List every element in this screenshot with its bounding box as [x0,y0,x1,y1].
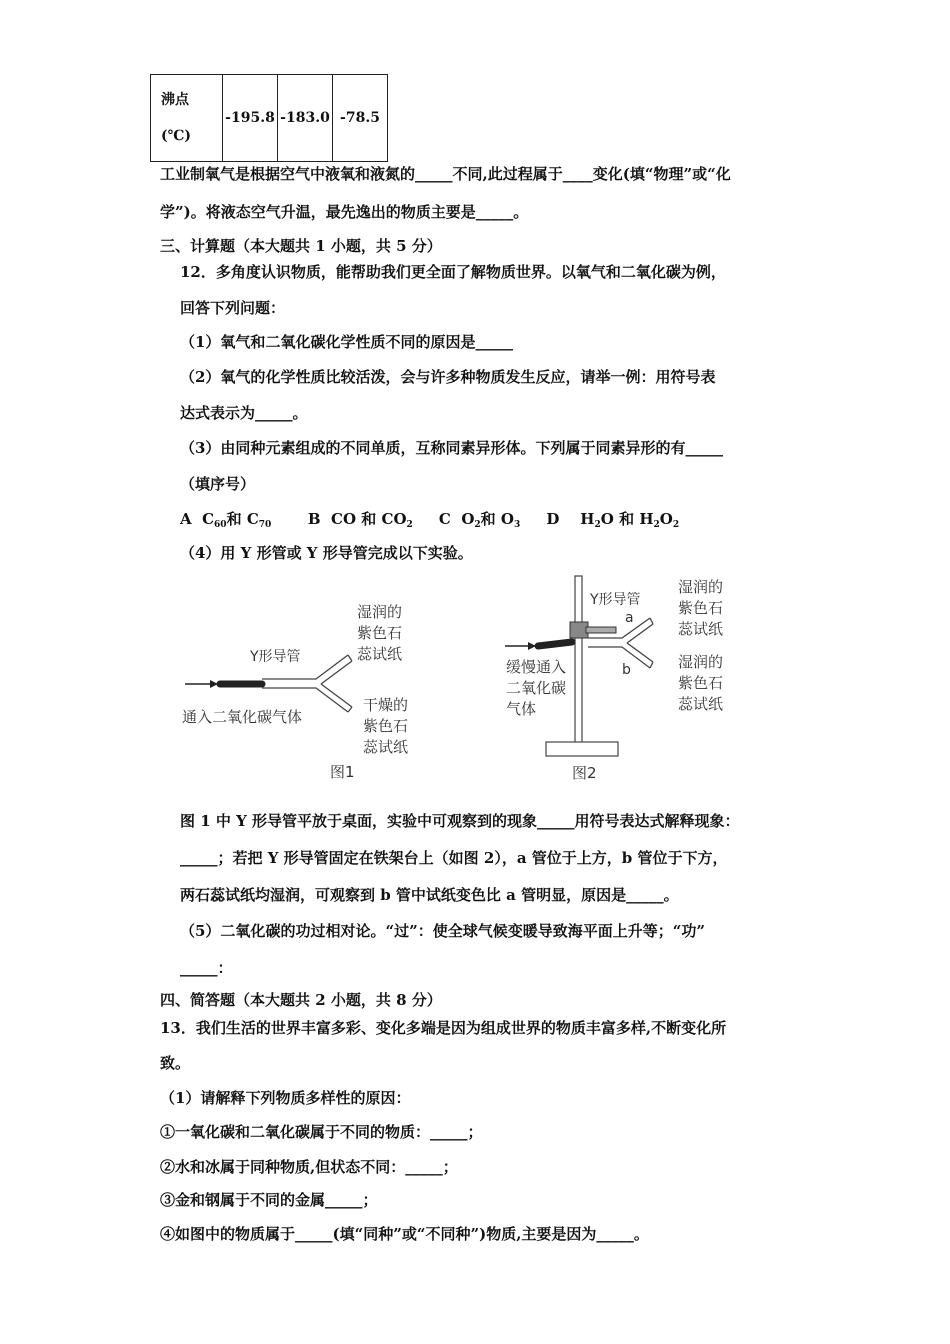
fig2-label-b: b [622,662,631,678]
fig2-slow-label-2: 二氧化碳 [506,679,567,697]
fig2-slow-label-1: 缓慢通入 [506,658,567,676]
boiling-point-table [150,74,388,162]
figure-text-line3: 两石蕊试纸均湿润，可观察到 b 管中试纸变色比 a 管明显，原因是_____。 [180,886,679,904]
table-header-line2: (℃) [161,128,192,144]
fig2-label-a: a [625,610,634,626]
fig2-top-label-2: 紫色石 [678,599,724,617]
question-12-part3-line2: （填序号） [180,475,256,493]
fig1-dry-label-2: 紫色石 [363,717,409,735]
question-13-item1: ①一氧化碳和二氧化碳属于不同的物质：_____； [160,1123,483,1141]
fig2-bottom-label-1: 湿润的 [678,653,724,671]
question-12-line1: 12．多角度认识物质，能帮助我们更全面了解物质世界。以氧气和二氧化碳为例， [180,263,726,281]
fig2-slow-label-3: 气体 [506,700,537,718]
fig1-wet-label-2: 紫色石 [357,624,403,642]
fig2-top-label-1: 湿润的 [678,578,724,596]
option-c: C $O_2$和 $O_3$ [438,510,521,530]
fig1-wet-label-3: 蕊试纸 [357,645,403,663]
fig2-top-label-3: 蕊试纸 [678,620,724,638]
fig1-wet-label-1: 湿润的 [357,603,403,621]
question-13-line1: 13．我们生活的世界丰富多彩、变化多端是因为组成世界的物质丰富多样,不断变化所 [160,1019,727,1037]
fig2-bottom-label-3: 蕊试纸 [678,695,724,713]
fig1-dry-label-3: 蕊试纸 [363,738,409,756]
fig1-dry-label-1: 干燥的 [363,696,409,714]
fig1-caption: 图1 [330,763,355,781]
figure-text-line1: 图 1 中 Y 形导管平放于桌面，实验中可观察到的现象_____用符号表达式解释现象： [180,812,740,830]
fig2-caption: 图2 [572,764,597,782]
option-d: D $H_2O$ 和 $H_2O_2$ [546,510,680,530]
table-header-cell [151,75,223,162]
figure-1-diagram [180,595,440,785]
question-12-part5: （5）二氧化碳的功过相对论。“过”：使全球气候变暖导致海平面上升等；“功” [180,922,705,940]
option-b: B CO 和 $CO_2$ [307,510,413,530]
fig2-rubber-tube [538,642,572,646]
options-row [180,508,679,530]
question-12-part3-line1: （3）由同种元素组成的不同单质，互称同素异形体。下列属于同素异形的有_____ [180,439,723,457]
question-13-item4: ④如图中的物质属于_____(填“同种”或“不同种”)物质,主要是因为_____。 [160,1225,649,1243]
text-line-oxygen-2: 学”)。将液态空气升温，最先逸出的物质主要是_____。 [160,203,529,221]
text-line-oxygen-1: 工业制氧气是根据空气中液氧和液氮的_____不同,此过程属于____变化(填“物理”或“化 [160,165,731,183]
question-13-line2: 致。 [160,1054,191,1072]
table-header-line1: 沸点 [161,92,189,108]
section-3-heading: 三、计算题（本大题共 1 小题，共 5 分） [160,237,442,255]
fig2-y-tube-label: Y形导管 [590,592,641,608]
question-12-line2: 回答下列问题： [180,299,286,317]
question-13-part1: （1）请解释下列物质多样性的原因： [160,1089,411,1107]
table-cell-3: -78.5 [333,75,388,162]
question-12-part4: （4）用 Y 形管或 Y 形导管完成以下实验。 [180,544,473,562]
question-13-item3: ③金和钢属于不同的金属_____； [160,1191,378,1209]
option-a: A $C_{60}$和 $C_{70}$ [180,510,272,530]
table-cell-1: -195.8 [223,75,278,162]
question-12-part1: （1）氧气和二氧化碳化学性质不同的原因是_____ [180,333,513,351]
figure-text-line2: _____；若把 Y 形导管固定在铁架台上（如图 2），a 管位于上方，b 管位于下方， [180,849,728,867]
figure-2-diagram [500,572,740,786]
fig2-bottom-label-2: 紫色石 [678,674,724,692]
fig1-inlet-label: 通入二氧化碳气体 [182,708,303,726]
fig1-y-tube-label: Y形导管 [250,649,301,665]
question-13-item2: ②水和冰属于同种物质,但状态不同：_____； [160,1158,458,1176]
question-12-part5-blank: _____： [180,959,233,977]
section-4-heading: 四、简答题（本大题共 2 小题，共 8 分） [160,991,442,1009]
question-12-part2-line1: （2）氧气的化学性质比较活泼，会与许多种物质发生反应，请举一例：用符号表 [180,368,716,386]
question-12-part2-line2: 达式表示为_____。 [180,404,308,422]
table-cell-2: -183.0 [278,75,333,162]
